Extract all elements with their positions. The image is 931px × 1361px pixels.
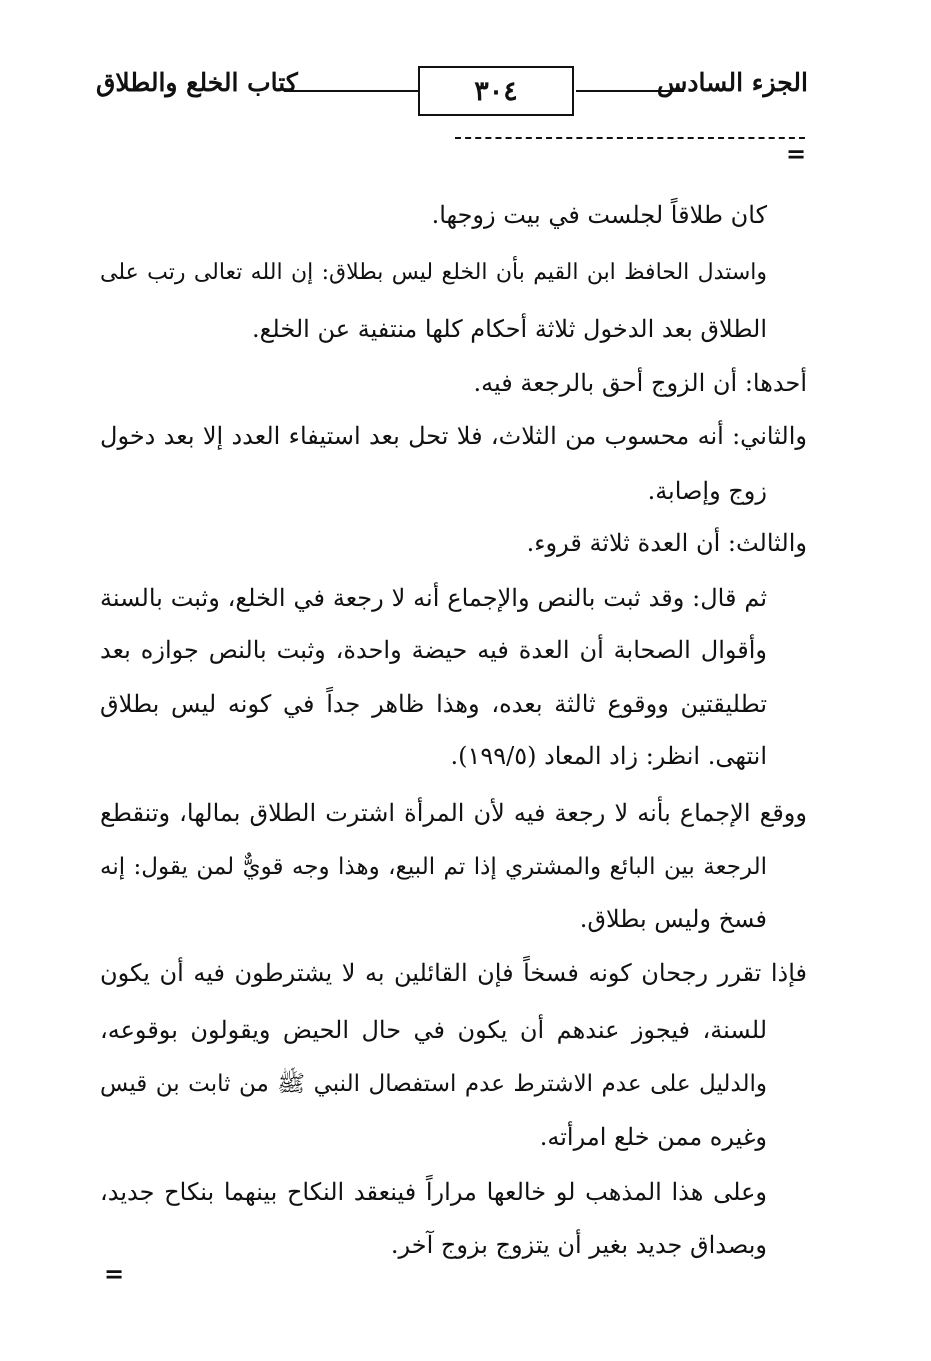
text-line: ثم قال: وقد ثبت بالنص والإجماع أنه لا رجعة في الخلع، وثبت بالسنة [100,584,767,612]
text-line: أحدها: أن الزوج أحق بالرجعة فيه. [473,369,807,397]
text-line: وبصداق جديد بغير أن يتزوج بزوج آخر. [390,1231,767,1259]
text-line: فإذا تقرر رجحان كونه فسخاً فإن القائلين به لا يشترطون فيه أن يكون [100,959,807,987]
text-line: الرجعة بين البائع والمشتري إذا تم البيع، وهذا وجه قويٌّ لمن يقول: إنه [100,854,767,880]
text-line: تطليقتين ووقوع ثالثة بعده، وهذا ظاهر جداً في كونه ليس بطلاق [100,690,767,718]
text-line: زوج وإصابة. [647,477,767,505]
text-line: واستدل الحافظ ابن القيم بأن الخلع ليس بطلاق: إن الله تعالى رتب على [100,260,767,285]
header-dashed-rule [455,137,805,139]
separator-mark-bottom: = [104,1259,125,1288]
text-line: ووقع الإجماع بأنه لا رجعة فيه لأن المرأة اشترت الطلاق بمالها، وتنقطع [100,799,807,827]
page-number-box [418,66,574,116]
text-line: للسنة، فيجوز عندهم أن يكون في حال الحيض ويقولون بوقوعه، [100,1016,768,1044]
text-line: وغيره ممن خلع امرأته. [539,1123,767,1151]
text-line: والثاني: أنه محسوب من الثلاث، فلا تحل بعد استيفاء العدد إلا بعد دخول [100,422,807,450]
header-rule-left [284,90,418,92]
separator-mark-top: = [786,139,807,168]
volume-label: الجزء السادس [656,68,808,97]
text-line: والدليل على عدم الاشترط عدم استفصال النبي ﷺ من ثابت بن قيس [100,1071,767,1097]
text-line: انتهى. انظر: زاد المعاد (١٩٩/٥). [450,742,767,770]
header-rule-right [576,90,684,92]
text-line: كان طلاقاً لجلست في بيت زوجها. [431,201,767,229]
text-line: والثالث: أن العدة ثلاثة قروء. [526,529,807,557]
text-line: فسخ وليس بطلاق. [579,905,767,933]
page-number: ٣٠٤ [474,75,518,107]
text-line: وأقوال الصحابة أن العدة فيه حيضة واحدة، وثبت بالنص جوازه بعد [100,636,767,664]
text-line: وعلى هذا المذهب لو خالعها مراراً فينعقد النكاح بينهما بنكاح جديد، [100,1178,767,1206]
text-line: الطلاق بعد الدخول ثلاثة أحكام كلها منتفية عن الخلع. [252,315,767,343]
book-title: كتاب الخلع والطلاق [96,68,298,97]
running-header [96,66,808,122]
